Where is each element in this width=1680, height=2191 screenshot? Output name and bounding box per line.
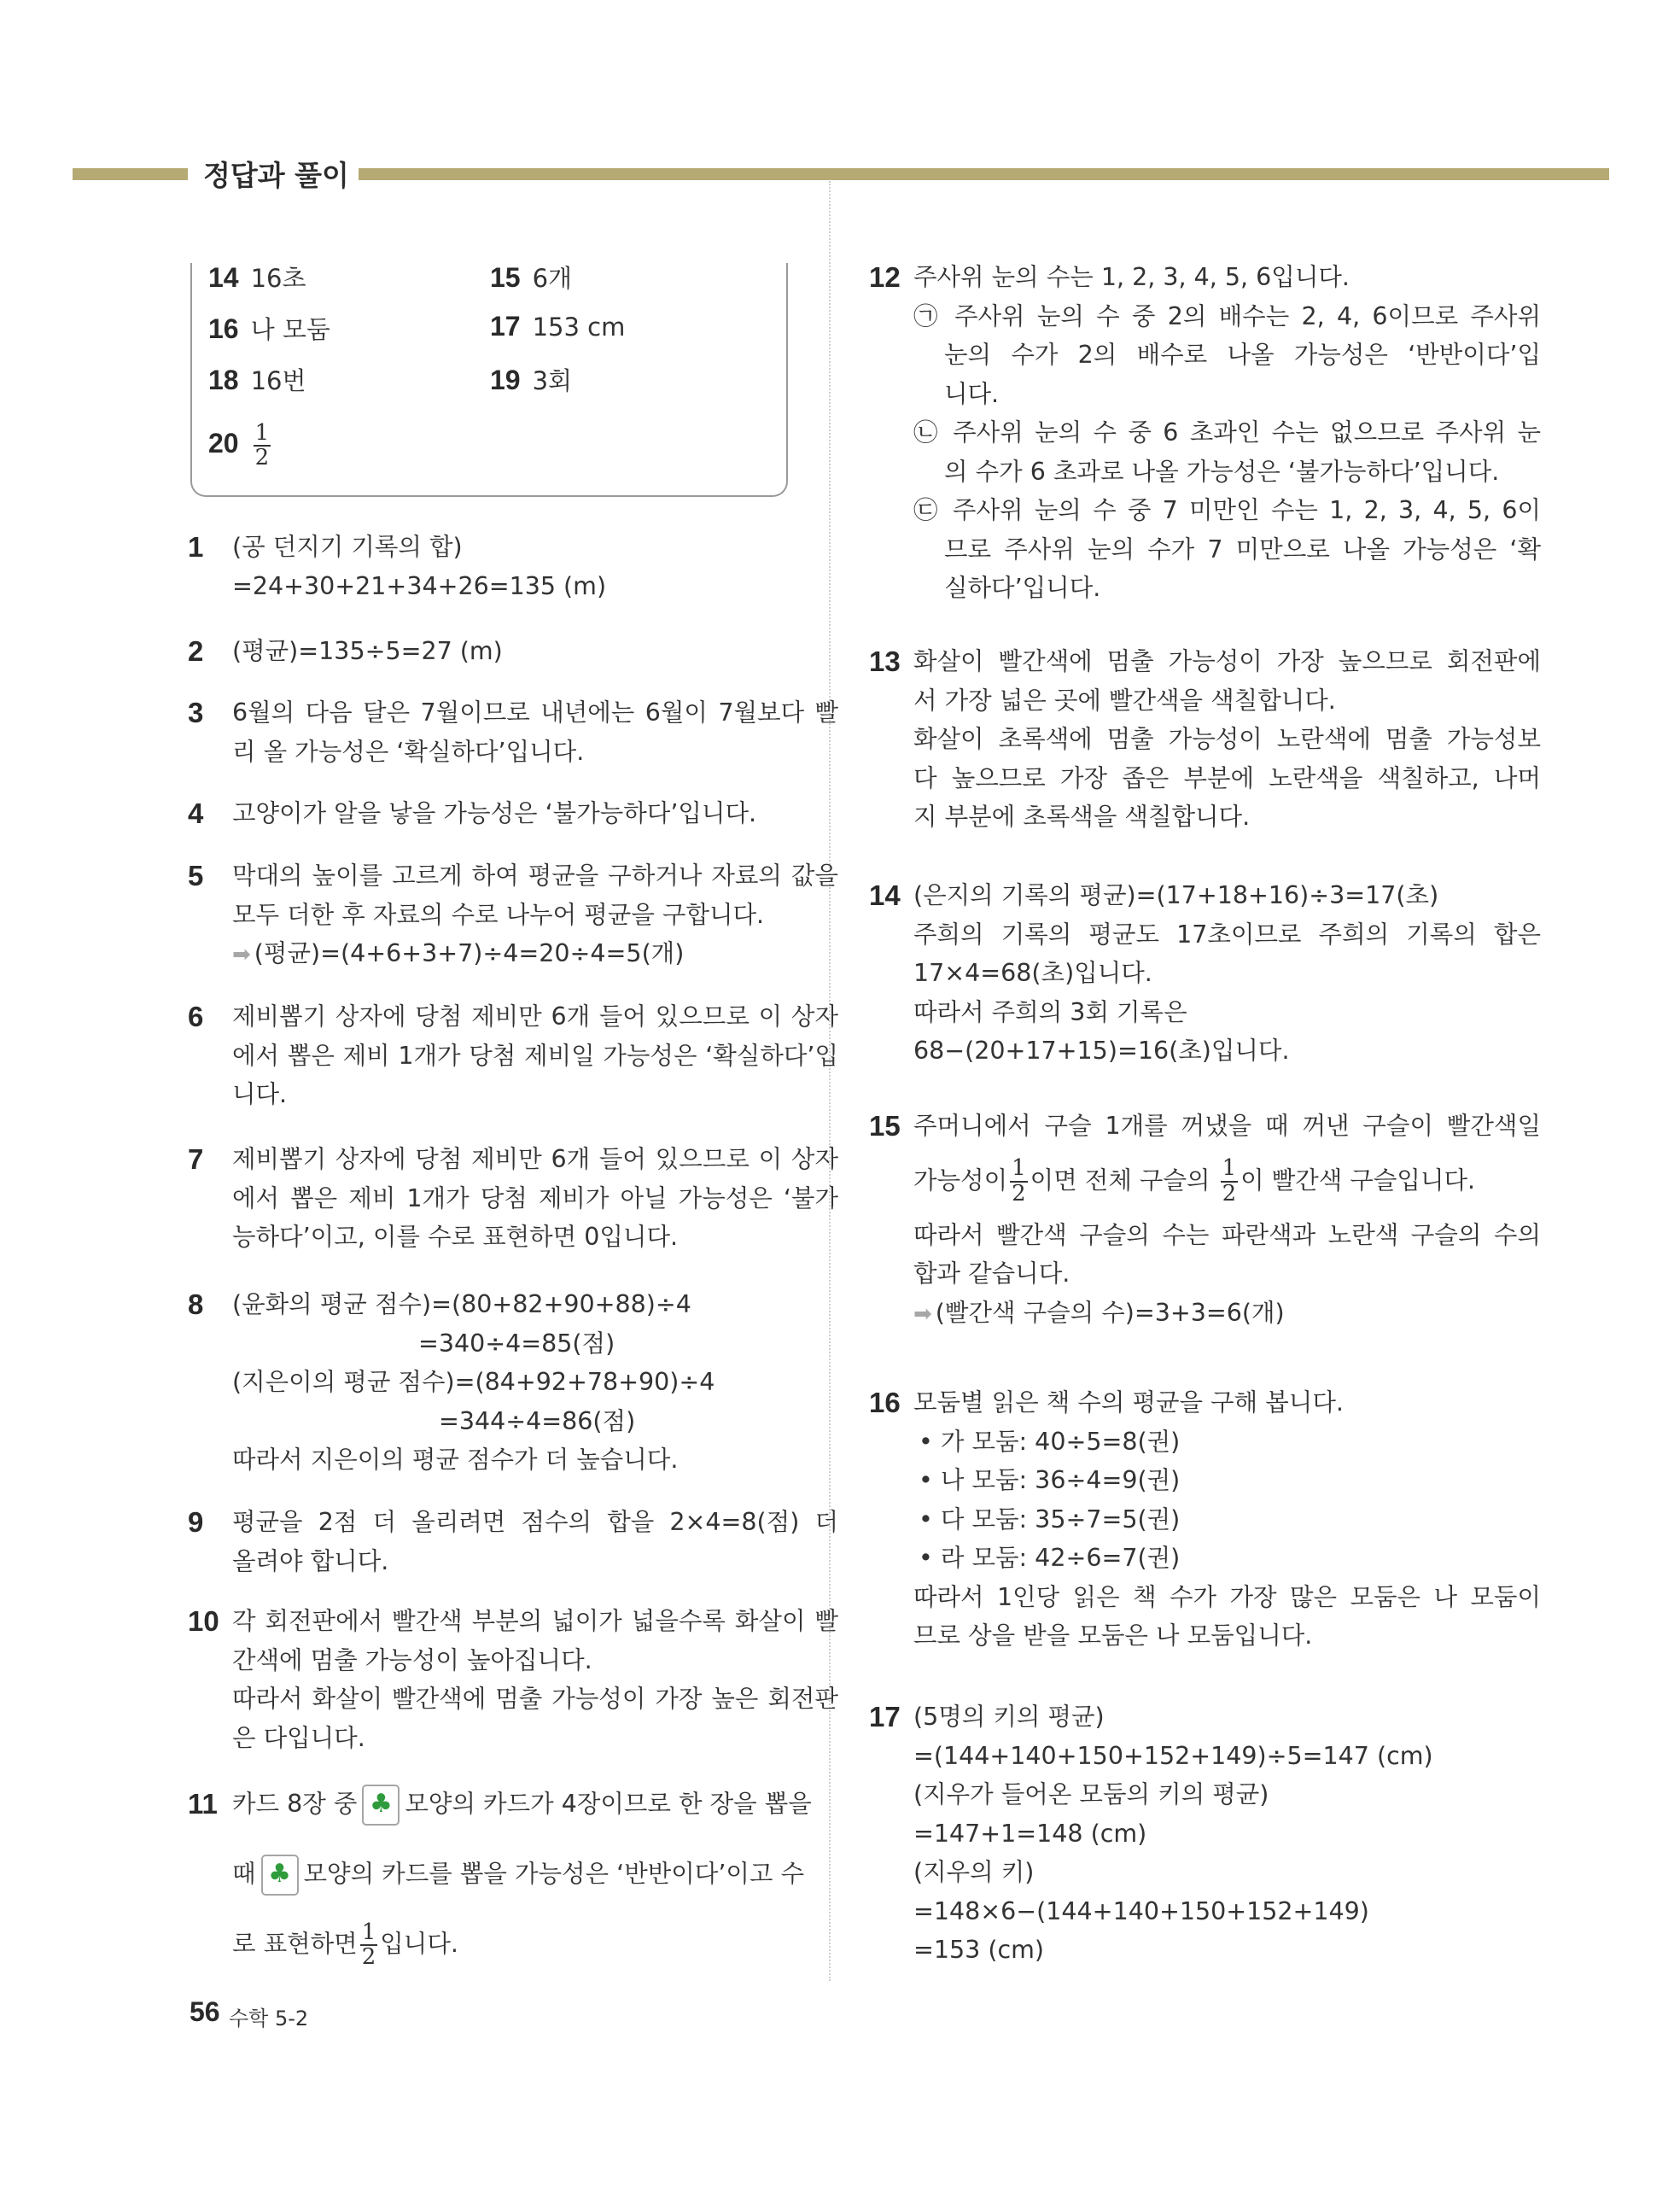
page-number: 56 [190,1996,220,2027]
solution-14: 14 (은지의 기록의 평균)=(17+18+16)÷3=17(초) 주희의 기록의 평균도 17초이므로 주희의 기록의 합은 17×4=68(초)입니다. 따라서 주희의 3회 기록은 68−(20+17+15)=16(초)입니다. [869,879,1541,1065]
answer-item: 17 153 cm [490,311,626,342]
solution-17: 17 (5명의 키의 평균) =(144+140+150+152+149)÷5=147 (cm) (지우가 들어온 모둠의 키의 평균) =147+1=148 (cm) (지우의 키) =148×6−(144+140+150+152+149) =153 (cm) [869,1701,1433,1964]
header-bar-right [359,168,1609,180]
solution-13: 13 화살이 빨간색에 멈출 가능성이 가장 높으므로 회전판에 서 가장 넓은 곳에 빨간색을 색칠합니다. 화살이 초록색에 멈출 가능성이 노란색에 멈출 가능성보 다 높으므로 가장 좁은 부분에 노란색을 색칠하고, 나머 지 부분에 초록색을 색칠합니다. [869,646,1541,831]
solution-1: 1 (공 던지기 기록의 합) =24+30+21+34+26=135 (m) [188,531,607,600]
answer-item: 18 16번 [208,365,306,395]
solution-5: 5 막대의 높이를 고르게 하여 평균을 구하거나 자료의 값을 모두 더한 후 자료의 수로 나누어 평균을 구합니다. ➡ (평균)=(4+6+3+7)÷4=20÷4=5(개) [188,860,838,967]
solution-3: 3 6월의 다음 달은 7월이므로 내년에는 6월이 7월보다 빨 리 올 가능성은 ‘확실하다’입니다. [188,697,838,766]
footer-subject: 수학 5-2 [229,2007,309,2030]
arrow-icon: ➡ [232,942,251,967]
solution-10: 10 각 회전판에서 빨간색 부분의 넓이가 넓을수록 화살이 빨 간색에 멈출 가능성이 높아집니다. 따라서 화살이 빨간색에 멈출 가능성이 가장 높은 회전판 은 다입니다. [188,1605,838,1752]
club-card-icon: ♣ [362,1785,400,1826]
answer-item: 14 16초 [208,262,306,293]
solution-2: 2 (평균)=135÷5=27 (m) [188,635,503,667]
answer-item: 15 6개 [490,262,573,293]
fraction: $\frac{1}{2}$ [361,1919,376,1970]
fraction: $\frac{1}{2}$ [1222,1155,1237,1207]
solution-12: 12 주사위 눈의 수는 1, 2, 3, 4, 5, 6입니다. ㉠ 주사위 눈의 수 중 2의 배수는 2, 4, 6이므로 주사위 눈의 수가 2의 배수로 나올 가능성은 ‘반반이다’입 니다. ㉡ 주사위 눈의 수 중 6 초과인 수는 없으므로 주사위 눈 의 수가 6 초과로 나올 가능성은 ‘불가능하다’입니다. ㉢ 주사위 눈의 수 중 7 미만인 수는 1, 2, 3, 4, 5, 6이 므로 주사위 눈의 수가 7 미만으로 나올 가능성은 ‘확 실하다’입니다. [869,261,1541,602]
answer-item: 19 3회 [490,365,573,395]
fraction: $\frac{1}{2}$ [254,420,270,471]
header-bar-left [73,168,188,180]
solution-7: 7 제비뽑기 상자에 당첨 제비만 6개 들어 있으므로 이 상자 에서 뽑은 제비 1개가 당첨 제비가 아닐 가능성은 ‘불가 능하다’이고, 이를 수로 표현하면 0입니다. [188,1143,838,1251]
solution-9: 9 평균을 2점 더 올리려면 점수의 합을 2×4=8(점) 더 올려야 합니다. [188,1506,838,1575]
page-section-title: 정답과 풀이 [203,159,349,192]
solution-16: 16 모둠별 읽은 책 수의 평균을 구해 봅니다. • 가 모둠: 40÷5=8(권) • 나 모둠: 36÷4=9(권) • 다 모둠: 35÷7=5(권) • 라 모둠: 42÷6=7(권) 따라서 1인당 읽은 책 수가 가장 많은 모둠은 나 모둠이 므로 상을 받을 모둠은 나 모둠입니다. [869,1387,1541,1650]
solution-6: 6 제비뽑기 상자에 당첨 제비만 6개 들어 있으므로 이 상자 에서 뽑은 제비 1개가 당첨 제비일 가능성은 ‘확실하다’입 니다. [188,1001,838,1108]
solution-11: 11 카드 8장 중 ♣ 모양의 카드가 4장이므로 한 장을 뽑을 때 ♣ 모양의 카드를 뽑을 가능성은 ‘반반이다’이고 수 로 표현하면 $\frac{1}{2}$ 입니다. [232,1769,838,1979]
solution-8: 8 (윤화의 평균 점수)=(80+82+90+88)÷4 =340÷4=85(점) (지은이의 평균 점수)=(84+92+78+90)÷4 =344÷4=86(점) 따라서 지은이의 평균 점수가 더 높습니다. [188,1288,715,1474]
answer-item: 16 나 모둠 [208,313,330,344]
club-card-icon: ♣ [261,1855,299,1896]
arrow-icon: ➡ [913,1300,932,1327]
solution-15: 15 주머니에서 구슬 1개를 꺼냈을 때 꺼낸 구슬이 빨간색일 가능성이 $\frac{1}{2}$ 이면 전체 구슬의 $\frac{1}{2}$ 이 빨간색 구슬입니다. 따라서 빨간색 구슬의 수는 파란색과 노란색 구슬의 수의 합과 같습니다. ➡ (빨간색 구슬의 수)=3+3=6(개) [869,1110,1541,1327]
fraction: $\frac{1}{2}$ [1012,1155,1026,1207]
answer-item: 20 $\frac{1}{2}$ [208,420,270,471]
solution-4: 4 고양이가 알을 낳을 가능성은 ‘불가능하다’입니다. [188,798,757,829]
